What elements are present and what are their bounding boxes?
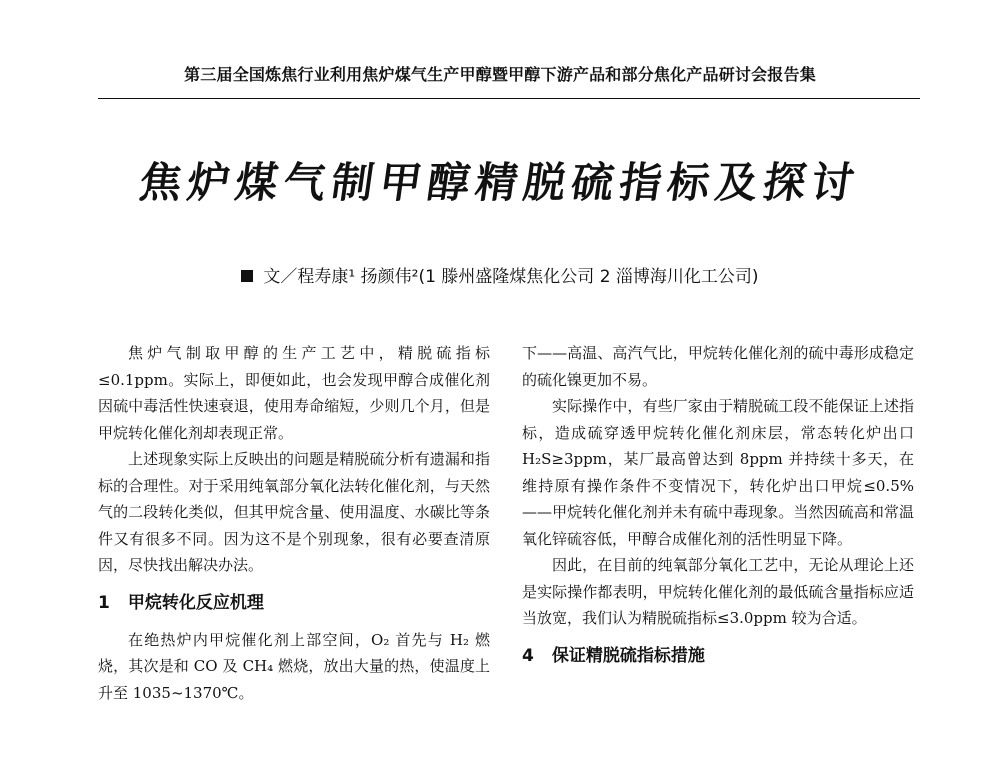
section-heading-1 xyxy=(98,591,490,615)
paragraph: 上述现象实际上反映出的问题是精脱硫分析有遗漏和指标的合理性。对于采用纯氧部分氧化法转化催化剂，与天然气的二段转化类似，但其甲烷含量、使用温度、水碳比等条件又有很多不同。因为这不是个别现象，很有必要查清原因，尽快找出解决办法。 xyxy=(98,450,490,574)
header-rule xyxy=(98,98,920,99)
section-heading-4 xyxy=(522,644,914,668)
black-square-icon xyxy=(241,270,253,282)
section-title: 甲烷转化反应机理 xyxy=(127,592,264,613)
paragraph: 实际操作中，有些厂家由于精脱硫工段不能保证上述指标，造成硫穿透甲烷转化催化剂床层，常态转化炉出口 H₂S≥3ppm，某厂最高曾达到 8ppm 并持续十多天，在维持原有操作条件不变情况下，转化炉出口甲烷≤0.5%——甲烷转化催化剂并未有硫中毒现象。当然因硫高和常温氧化锌硫容低，甲醇合成催化剂的活性明显下降。 xyxy=(522,397,914,548)
section-number: 4 xyxy=(522,645,534,666)
article-title: 焦炉煤气制甲醇精脱硫指标及探讨 xyxy=(136,158,864,207)
left-column xyxy=(98,340,490,706)
paragraph: 在绝热炉内甲烷催化剂上部空间，O₂ 首先与 H₂ 燃烧，其次是和 CO 及 CH₄ 燃烧，放出大量的热，使温度上升至 1035~1370℃。 xyxy=(98,630,490,702)
section-number: 1 xyxy=(98,592,110,613)
author-text: 文／程寿康¹ 扬颜伟²(1 滕州盛隆煤焦化公司 2 淄博海川化工公司) xyxy=(263,267,759,287)
right-column xyxy=(522,340,914,680)
running-head: 第三届全国炼焦行业利用焦炉煤气生产甲醇暨甲醇下游产品和部分焦化产品研讨会报告集 xyxy=(184,65,816,84)
author-line xyxy=(0,262,1000,287)
section-title: 保证精脱硫指标措施 xyxy=(551,645,705,666)
paragraph: 焦炉气制取甲醇的生产工艺中，精脱硫指标≤0.1ppm。实际上，即便如此，也会发现甲醇合成催化剂因硫中毒活性快速衰退，使用寿命缩短，少则几个月，但是甲烷转化催化剂却表现正常。 xyxy=(98,344,490,442)
paragraph: 因此，在目前的纯氧部分氧化工艺中，无论从理论上还是实际操作都表明，甲烷转化催化剂的最低硫含量指标应适当放宽，我们认为精脱硫指标≤3.0ppm 较为合适。 xyxy=(522,556,914,627)
paragraph: 下——高温、高汽气比，甲烷转化催化剂的硫中毒形成稳定的硫化镍更加不易。 xyxy=(522,344,914,389)
